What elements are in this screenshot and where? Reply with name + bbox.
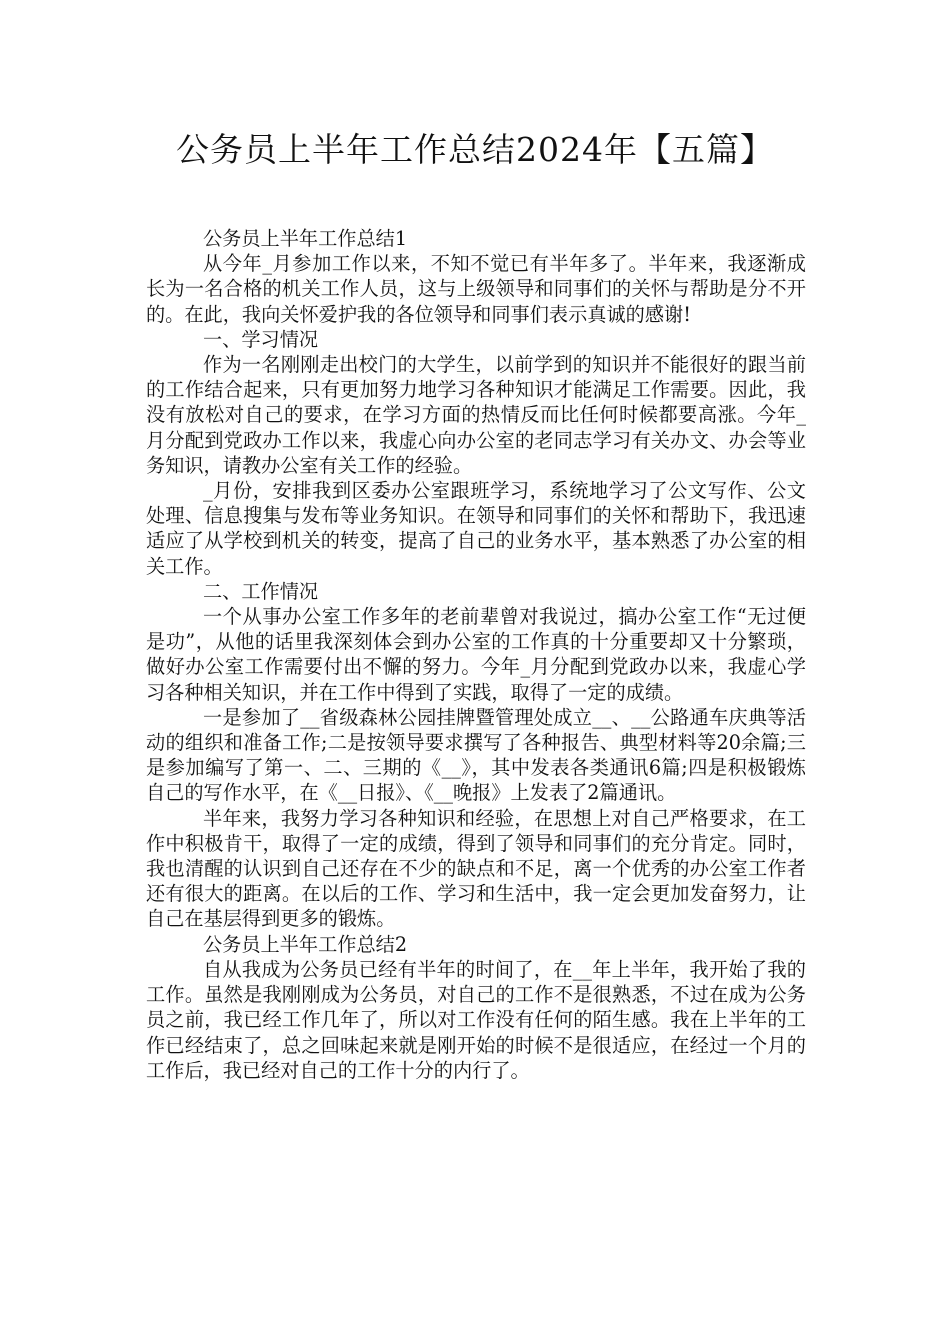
paragraph: 从今年_月参加工作以来，不知不觉已有半年多了。半年来，我逐渐成长为一名合格的机关工作人员，这与上级领导和同事们的关怀与帮助是分不开的。在此，我向关怀爱护我的各位领导和同事们表示真诚的感谢! <box>146 252 806 326</box>
paragraph: 半年来，我努力学习各种知识和经验，在思想上对自己严格要求，在工作中积极肯干，取得了一定的成绩，得到了领导和同事们的充分肯定。同时，我也清醒的认识到自己还存在不少的缺点和不足，离一个优秀的办公室工作者还有很大的距离。在以后的工作、学习和生活中，我一定会更加发奋努力，让自己在基层得到更多的锻炼。 <box>146 806 806 931</box>
document-body <box>146 226 806 1083</box>
paragraph: _月份，安排我到区委办公室跟班学习，系统地学习了公文写作、公文处理、信息搜集与发布等业务知识。在领导和同事们的关怀和帮助下，我迅速适应了从学校到机关的转变，提高了自己的业务水平，基本熟悉了办公室的相关工作。 <box>146 479 806 578</box>
paragraph: 自从我成为公务员已经有半年的时间了，在__年上半年，我开始了我的工作。虽然是我刚刚成为公务员，对自己的工作不是很熟悉，不过在成为公务员之前，我已经工作几年了，所以对工作没有任何的陌生感。我在上半年的工作已经结束了，总之回味起来就是刚开始的时候不是很适应，在经过一个月的工作后，我已经对自己的工作十分的内行了。 <box>146 957 806 1082</box>
paragraph: 一个从事办公室工作多年的老前辈曾对我说过，搞办公室工作“无过便是功”，从他的话里我深刻体会到办公室的工作真的十分重要却又十分繁琐，做好办公室工作需要付出不懈的努力。今年_月分配到党政办以来，我虚心学习各种相关知识，并在工作中得到了实践，取得了一定的成绩。 <box>146 605 806 704</box>
section-heading-1: 公务员上半年工作总结1 <box>203 227 408 250</box>
paragraph: 一是参加了__省级森林公园挂牌暨管理处成立__、__公路通车庆典等活动的组织和准备工作;二是按领导要求撰写了各种报告、典型材料等20余篇;三是参加编写了第一、二、三期的《__》，其中发表各类通讯6篇;四是积极锻炼自己的写作水平，在《__日报》、《__晚报》上发表了2篇通讯。 <box>146 705 806 805</box>
subheading-study: 一、学习情况 <box>203 327 319 351</box>
section-heading-2: 公务员上半年工作总结2 <box>203 932 408 956</box>
paragraph: 作为一名刚刚走出校门的大学生，以前学到的知识并不能很好的跟当前的工作结合起来，只有更加努力地学习各种知识才能满足工作需要。因此，我没有放松对自己的要求，在学习方面的热情反而比任何时候都要高涨。今年_月分配到党政办工作以来，我虚心向办公室的老同志学习有关办文、办会等业务知识，请教办公室有关工作的经验。 <box>146 353 806 477</box>
subheading-work: 二、工作情况 <box>203 579 319 603</box>
document-title: 公务员上半年工作总结2024年【五篇】 <box>176 130 774 169</box>
